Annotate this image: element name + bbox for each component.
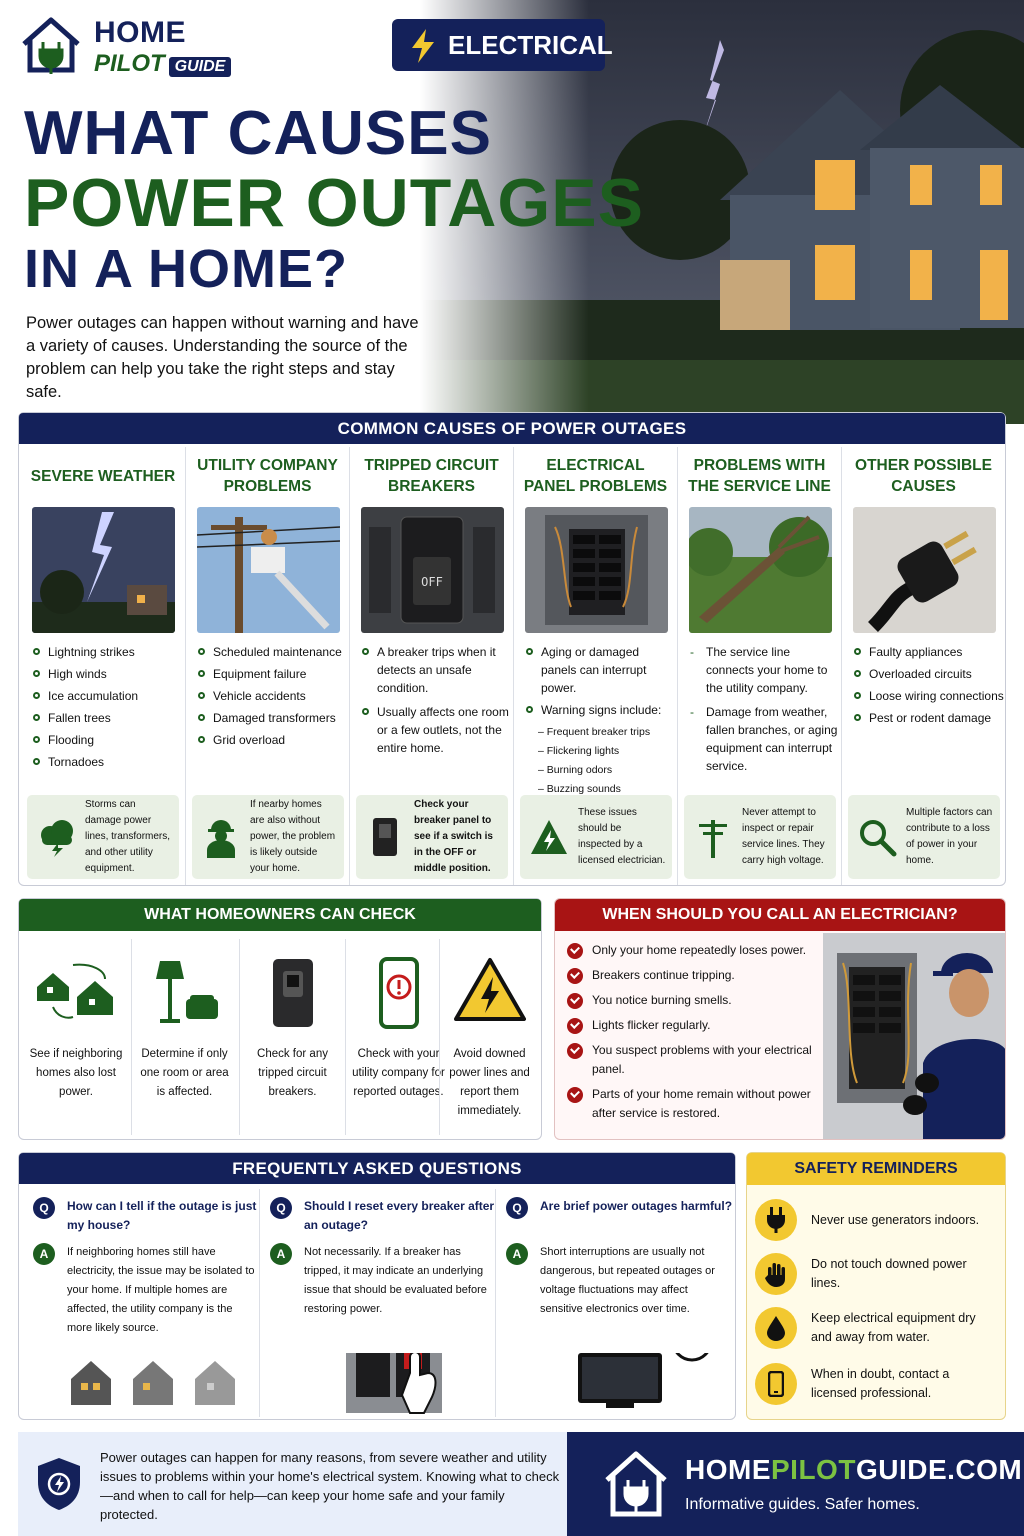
faq-section xyxy=(18,1152,736,1420)
check-item: Avoid downed power lines and report them immediately. xyxy=(439,939,539,1135)
neighboring-homes-icon xyxy=(33,957,119,1021)
list-item: Grid overload xyxy=(198,731,348,749)
list-item: Ice accumulation xyxy=(33,687,183,705)
common-causes-section xyxy=(18,412,1006,886)
list-item: - The service line connects your home to the utility company. xyxy=(690,645,828,695)
list-item: Pest or rodent damage xyxy=(854,709,1004,727)
faq-answer: A Short interruptions are usually not dangerous, but repeated outages or voltage fluctuations may affect sensitive electronics over time. xyxy=(506,1243,730,1319)
tip-box: If nearby homes are also without power, the problem is likely outside your home. xyxy=(192,795,344,879)
check-item: See if neighboring homes also lost power. xyxy=(23,939,129,1135)
check-icon xyxy=(567,1087,583,1103)
power-pole-icon xyxy=(695,816,731,858)
magnifier-icon xyxy=(857,817,897,857)
cause-title: OTHER POSSIBLE CAUSES xyxy=(855,457,992,495)
list-item: You suspect problems with your electrical panel. xyxy=(567,1041,829,1079)
list-item: Usually affects one room or a few outlets, not the entire home. xyxy=(362,703,512,757)
sub-item: – Burning odors xyxy=(538,764,613,776)
phone-alert-icon xyxy=(377,957,421,1029)
tagline: Informative guides. Safer homes. xyxy=(685,1496,920,1513)
faq-question: Q How can I tell if the outage is just my house? xyxy=(33,1197,259,1235)
faq-item xyxy=(495,1189,733,1417)
intro-text: Power outages can happen without warning and have a variety of causes. Understanding the source of the problem can help you take the right steps and stay safe. xyxy=(26,314,419,401)
warning-icon xyxy=(529,818,569,856)
danger-warning-icon xyxy=(454,957,526,1023)
logo-home: HOME xyxy=(94,16,186,49)
list-item: Vehicle accidents xyxy=(198,687,348,705)
faq-answer: A If neighboring homes still have electricity, the issue may be isolated to your home. If multiple homes are affected, the utility company is the more likely source. xyxy=(33,1243,257,1338)
list-item: Aging or damaged panels can interrupt power. xyxy=(526,643,676,697)
tip-box: Storms can damage power lines, transformers, and other utility equipment. xyxy=(27,795,179,879)
cause-title: SEVERE WEATHER xyxy=(30,467,176,485)
breaker-switch-icon xyxy=(271,957,315,1029)
logo-guide: GUIDE xyxy=(169,57,232,77)
list-item: Equipment failure xyxy=(198,665,348,683)
faq-heading: FREQUENTLY ASKED QUESTIONS xyxy=(19,1153,735,1184)
electrical-panel-photo xyxy=(525,507,668,633)
water-drop-icon xyxy=(765,1315,787,1341)
utility-worker-photo xyxy=(197,507,340,633)
list-item: Damaged transformers xyxy=(198,709,348,727)
faq-question: Q Are brief power outages harmful? xyxy=(506,1197,732,1219)
safety-item: Do not touch downed power lines. xyxy=(755,1253,981,1295)
breaker-icon xyxy=(371,816,399,858)
breaker-reset-icon xyxy=(260,1353,496,1417)
category-badge[interactable] xyxy=(392,19,613,71)
faq-item xyxy=(23,1189,259,1417)
list-item: Warning signs include: xyxy=(526,701,676,719)
tip-box: Never attempt to inspect or repair service lines. They carry high voltage. xyxy=(684,795,836,879)
list-item: Breakers continue tripping. xyxy=(567,966,829,985)
call-electrician-section xyxy=(554,898,1006,1140)
logo-pilot: PILOT GUIDE xyxy=(94,50,231,78)
cause-severe-weather xyxy=(21,447,185,885)
list-item: Parts of your home remain without power after service is restored. xyxy=(567,1085,829,1123)
site-url[interactable]: HOMEPILOTGUIDE.COM xyxy=(685,1454,1023,1485)
tip-box: Check your breaker panel to see if a switch is in the OFF or middle position. xyxy=(356,795,508,879)
check-icon xyxy=(567,943,583,959)
check-icon xyxy=(567,993,583,1009)
list-item: Tornadoes xyxy=(33,753,183,771)
plug-icon xyxy=(764,1207,788,1233)
sub-item: – Flickering lights xyxy=(538,745,620,757)
list-item: Only your home repeatedly loses power. xyxy=(567,941,829,960)
check-item: Check for any tripped circuit breakers. xyxy=(239,939,345,1135)
safety-item: When in doubt, contact a licensed professional. xyxy=(755,1363,981,1405)
stop-hand-icon xyxy=(764,1261,788,1287)
electrician-heading: WHEN SHOULD YOU CALL AN ELECTRICIAN? xyxy=(555,899,1005,931)
footer-summary-text: Power outages can happen for many reasons, from severe weather and utility issues to problems within your home's electrical system. Knowing what to check—and when to call for help—can keep your home safe and your family protected. xyxy=(100,1450,560,1522)
check-item: Check with your utility company for reported outages. xyxy=(345,939,451,1135)
check-item: Determine if only one room or area is affected. xyxy=(131,939,237,1135)
list-item: Lights flicker regularly. xyxy=(567,1016,829,1035)
cause-electrical-panel xyxy=(513,447,677,885)
cause-tripped-breakers xyxy=(349,447,513,885)
faq-item xyxy=(259,1189,495,1417)
faq-question: Q Should I reset every breaker after an outage? xyxy=(270,1197,495,1235)
list-item: Loose wiring connections xyxy=(854,687,1004,705)
list-item: Lightning strikes xyxy=(33,643,183,661)
breaker-off-label: OFF xyxy=(421,575,443,589)
title-line-2: POWER OUTAGES xyxy=(24,165,644,241)
worker-icon xyxy=(203,816,239,858)
safety-item: Never use generators indoors. xyxy=(755,1199,981,1241)
tip-box: These issues should be inspected by a licensed electrician. xyxy=(520,795,672,879)
badge-label: ELECTRICAL xyxy=(448,29,613,60)
title-line-3: IN A HOME? xyxy=(24,239,348,299)
list-item: Overloaded circuits xyxy=(854,665,1004,683)
sub-item: – Buzzing sounds xyxy=(538,783,621,795)
list-item: High winds xyxy=(33,665,183,683)
lightning-icon xyxy=(408,29,438,63)
house-plug-icon xyxy=(603,1446,669,1522)
safety-reminders-section xyxy=(746,1152,1006,1420)
storm-photo xyxy=(32,507,175,633)
breaker-switch-photo xyxy=(361,507,504,633)
causes-heading: COMMON CAUSES OF POWER OUTAGES xyxy=(19,413,1005,444)
check-icon xyxy=(567,968,583,984)
cause-title: TRIPPED CIRCUIT BREAKERS xyxy=(364,457,499,495)
fallen-tree-photo xyxy=(689,507,832,633)
list-item: Flooding xyxy=(33,731,183,749)
check-heading: WHAT HOMEOWNERS CAN CHECK xyxy=(19,899,541,931)
title-line-1: WHAT CAUSES xyxy=(24,99,492,168)
lamp-sofa-icon xyxy=(150,957,220,1027)
check-icon xyxy=(567,1018,583,1034)
cause-title: UTILITY COMPANY PROBLEMS xyxy=(197,457,338,495)
list-item: Faulty appliances xyxy=(854,643,1004,661)
faq-answer: A Not necessarily. If a breaker has tripped, it may indicate an underlying issue that should be evaluated before restoring power. xyxy=(270,1243,494,1319)
cause-utility-company xyxy=(185,447,349,885)
safety-item: Keep electrical equipment dry and away from water. xyxy=(755,1307,981,1349)
footer-summary xyxy=(18,1432,567,1536)
tip-box: Multiple factors can contribute to a loss of power in your home. xyxy=(848,795,1000,879)
shield-icon xyxy=(36,1456,82,1512)
tv-clock-icon xyxy=(496,1353,734,1417)
phone-icon xyxy=(768,1371,784,1397)
list-item: Scheduled maintenance xyxy=(198,643,348,661)
cause-other xyxy=(841,447,1005,885)
sub-item: – Frequent breaker trips xyxy=(538,726,651,738)
cause-title: PROBLEMS WITH THE SERVICE LINE xyxy=(688,457,831,495)
list-item: You notice burning smells. xyxy=(567,991,829,1010)
electrician-photo xyxy=(823,933,1006,1140)
house-plug-icon xyxy=(18,14,84,76)
list-item: A breaker trips when it detects an unsafe condition. xyxy=(362,643,512,697)
cause-service-line xyxy=(677,447,841,885)
footer-brand[interactable] xyxy=(567,1432,1024,1536)
list-item: Fallen trees xyxy=(33,709,183,727)
check-icon xyxy=(567,1043,583,1059)
storm-cloud-icon xyxy=(36,817,76,857)
cause-title: ELECTRICAL PANEL PROBLEMS xyxy=(523,457,668,495)
plug-photo xyxy=(853,507,996,633)
homeowners-check-section xyxy=(18,898,542,1140)
list-item: - Damage from weather, fallen branches, or aging equipment can interrupt service. xyxy=(690,705,838,773)
brand-logo[interactable] xyxy=(18,14,258,80)
safety-heading: SAFETY REMINDERS xyxy=(747,1153,1005,1185)
three-houses-icon xyxy=(23,1353,259,1413)
